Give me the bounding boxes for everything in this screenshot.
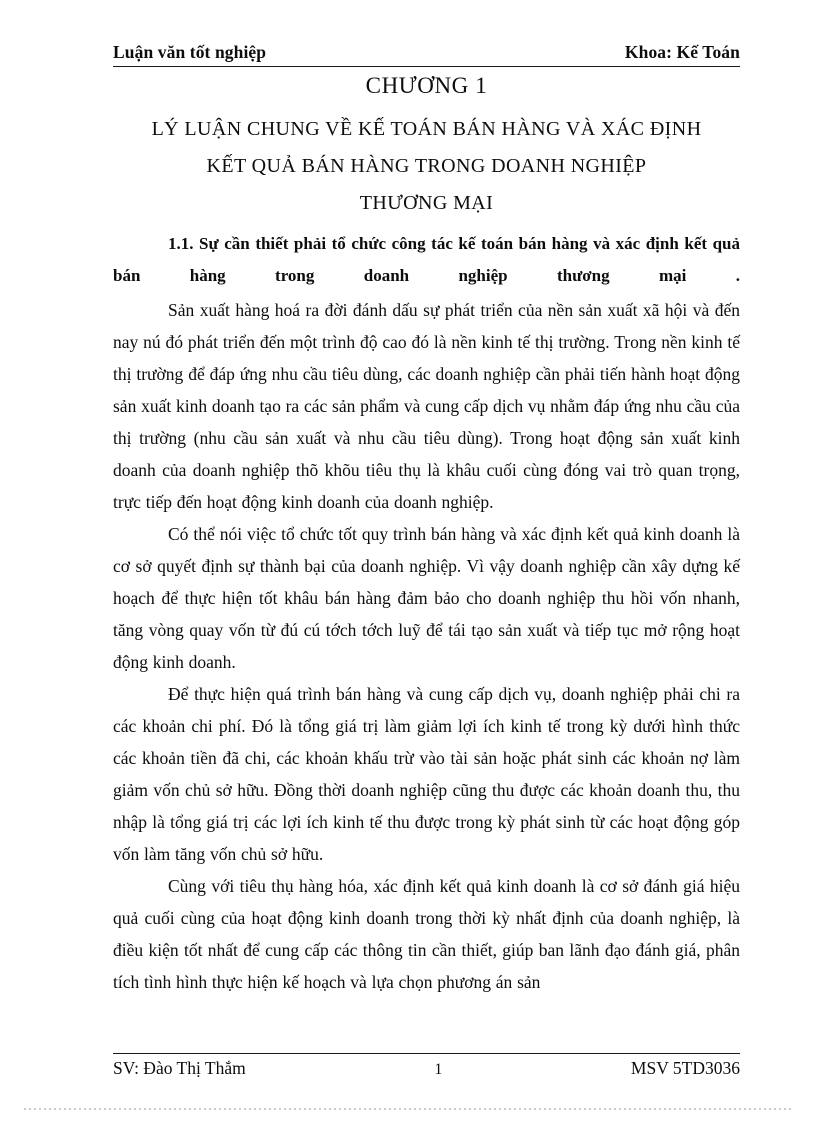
document-title-line-3: THƯƠNG MẠI bbox=[359, 192, 494, 214]
scan-edge-artifact bbox=[24, 1108, 792, 1110]
paragraph: Cùng với tiêu thụ hàng hóa, xác định kết quả kinh doanh là cơ sở đánh giá hiệu quả cuối cùng của hoạt động kinh doanh trong thời kỳ nhất định của doanh nghiệp, là điều kiện tốt nhất để cung cấp các thông tin cần thiết, giúp ban lãnh đạo đánh giá, phân tích tình hình thực hiện kế hoạch và lựa chọn phương án sản bbox=[113, 876, 740, 992]
document-title-line-2: KẾT QUẢ BÁN HÀNG TRONG DOANH NGHIỆP bbox=[206, 155, 647, 177]
paragraph: Có thể nói việc tổ chức tốt quy trình bán hàng và xác định kết quả kinh doanh là cơ sở quyết định sự thành bại của doanh nghiệp. Vì vậy doanh nghiệp cần xây dựng kế hoạch để thực hiện tốt khâu bán hàng đảm bảo cho doanh nghiệp thu hồi vốn nhanh, tăng vòng quay vốn từ đú cú tớch tớch luỹ để tái tạo sản xuất và tiếp tục mở rộng hoạt động kinh doanh. bbox=[113, 524, 740, 672]
paragraph: Sản xuất hàng hoá ra đời đánh dấu sự phát triển của nền sản xuất xã hội và đến nay nú đó phát triển đến một trình độ cao đó là nền kinh tế thị trường. Trong nền kinh tế thị trường để đáp ứng nhu cầu tiêu dùng, các doanh nghiệp cần phải tiến hành hoạt động sản xuất kinh doanh tạo ra các sản phẩm và cung cấp dịch vụ nhằm đáp ứng nhu cầu của thị trường (nhu cầu sản xuất và nhu cầu tiêu dùng). Trong hoạt động sản xuất kinh doanh của doanh nghiệp thõ khõu tiêu thụ là khâu cuối cùng đóng vai trò quan trọng, trực tiếp đến hoạt động kinh doanh của doanh nghiệp. bbox=[113, 300, 740, 512]
document-title-line-1: LÝ LUẬN CHUNG VỀ KẾ TOÁN BÁN HÀNG VÀ XÁC ĐỊNH bbox=[151, 118, 702, 140]
section-heading-1-1: 1.1. Sự cần thiết phải tổ chức công tác kế toán bán hàng và xác định kết quả bán hàng trong doanh nghiệp thương mại . bbox=[113, 234, 740, 285]
footer-student-name: SV: Đào Thị Thắm bbox=[113, 1058, 246, 1078]
document-title bbox=[113, 111, 740, 222]
header-faculty-label: Khoa: Kế Toán bbox=[624, 42, 740, 62]
body-text bbox=[113, 294, 740, 998]
header-thesis-label: Luận văn tốt nghiệp bbox=[113, 42, 267, 62]
page-number: 1 bbox=[434, 1061, 443, 1078]
footer-student-id: MSV 5TD3036 bbox=[630, 1058, 740, 1078]
running-header bbox=[113, 42, 740, 67]
running-footer bbox=[113, 1053, 740, 1079]
chapter-heading: CHƯƠNG 1 bbox=[365, 73, 488, 98]
paragraph: Để thực hiện quá trình bán hàng và cung cấp dịch vụ, doanh nghiệp phải chi ra các khoản chi phí. Đó là tổng giá trị làm giảm lợi ích kinh tế trong kỳ dưới hình thức các khoản tiền đã chi, các khoản khấu trừ vào tài sản hoặc phát sinh các khoản nợ làm giảm vốn chủ sở hữu. Đồng thời doanh nghiệp cũng thu được các khoản doanh thu, thu nhập là tổng giá trị các lợi ích kinh tế thu được trong kỳ phát sinh từ các hoạt động góp vốn làm tăng vốn chủ sở hữu. bbox=[113, 684, 740, 864]
